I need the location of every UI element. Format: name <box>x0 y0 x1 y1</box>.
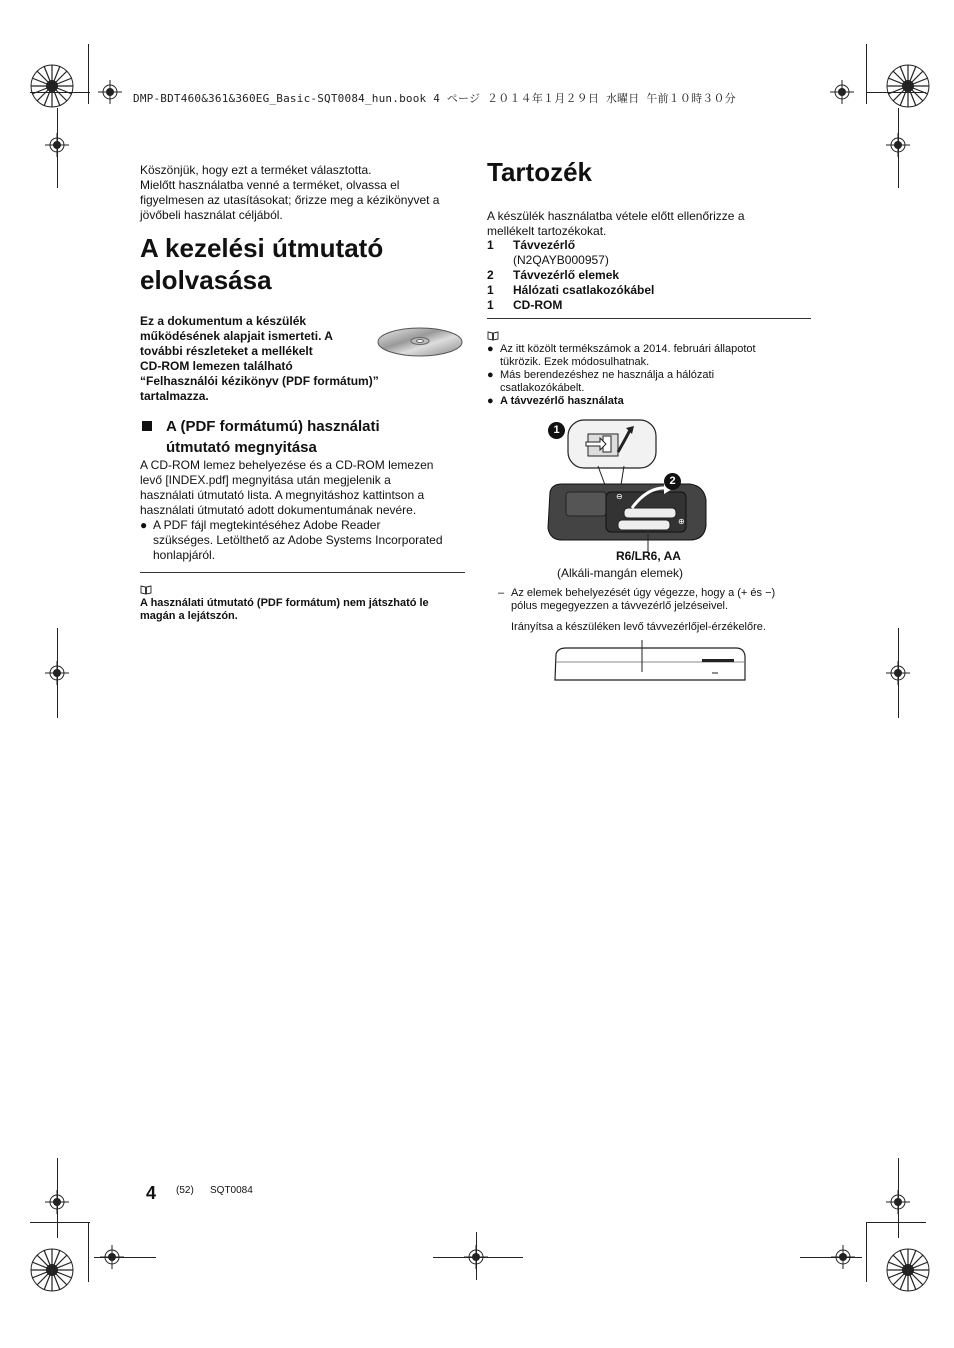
page-ref: (52) <box>176 1185 194 1196</box>
cd-rom-image <box>376 326 464 358</box>
registration-star-icon <box>30 1248 74 1292</box>
adobe-reader-bullet: ● A PDF fájl megtekintéséhez Adobe Reader szükséges. Letölthető az Adobe Systems Incorporated honlapjáról. <box>140 518 443 562</box>
note-book-icon <box>140 582 153 593</box>
note-book-icon <box>487 328 500 339</box>
doc-code: SQT0084 <box>210 1185 253 1196</box>
crop-line <box>88 1222 89 1282</box>
crop-line <box>866 44 867 104</box>
step-2-badge: 2 <box>664 473 681 490</box>
battery-type-sub: (Alkáli-mangán elemek) <box>557 566 684 580</box>
accessories-list <box>487 238 817 313</box>
accessories-title: Tartozék <box>487 157 592 187</box>
registration-star-icon <box>886 64 930 108</box>
svg-text:⊖: ⊖ <box>616 492 623 501</box>
crop-line <box>57 1158 58 1238</box>
crop-line <box>898 628 899 718</box>
crop-line <box>866 1222 926 1223</box>
manual-description: Ez a dokumentum a készülék működésének alapjait ismerteti. A további részleteket a mellékelt CD-ROM lemezen található “Felhasználói kézikönyv (PDF formátum)” tartalmazza. <box>140 314 379 403</box>
section-divider <box>140 572 465 573</box>
page-number: 4 <box>146 1183 157 1203</box>
crop-line <box>57 108 58 188</box>
aim-sensor-text: Irányítsa a készüléken levő távvezérlőjel-érzékelőre. <box>511 621 766 633</box>
crosshair-target-icon <box>98 80 122 104</box>
player-illustration <box>552 640 748 684</box>
sub-heading-open-pdf: A (PDF formátumú) használati útmutató megnyitása <box>140 416 470 458</box>
crop-line <box>898 108 899 188</box>
crop-line <box>30 1222 90 1223</box>
intro-paragraph: Köszönjük, hogy ezt a terméket választotta. Mielőtt használatba venné a terméket, olvassa el figyelmesen az utasításokat; őrizze meg a kézikönyvet a jövőbeli használat céljából. <box>140 163 440 222</box>
battery-type-label: R6/LR6, AA <box>616 549 681 563</box>
crop-line <box>30 92 90 93</box>
crosshair-target-icon <box>830 80 854 104</box>
section-title-reading-manual: A kezelési útmutató elolvasása <box>140 233 384 295</box>
crop-line <box>898 1158 899 1238</box>
remote-battery-illustration <box>540 416 720 556</box>
list-item: 2 Távvezérlő elemek <box>487 268 620 282</box>
crop-line <box>57 628 58 718</box>
step-1-badge: 1 <box>548 422 565 439</box>
crop-line <box>88 44 89 104</box>
svg-text:⊕: ⊕ <box>678 517 685 526</box>
list-item: 1 Hálózati csatlakozókábel <box>487 283 655 297</box>
crop-line <box>800 1257 862 1258</box>
note-item: ● Az itt közölt termékszámok a 2014. februári állapotot tükrözik. Ezek módosulhatnak. <box>487 343 756 368</box>
file-header-line: DMP-BDT460&361&360EG_Basic-SQT0084_hun.book 4 ページ ２０１４年１月２９日 水曜日 午前１０時３０分 <box>133 92 736 105</box>
list-item: 1 CD-ROM <box>487 298 563 312</box>
accessories-notes <box>487 343 817 408</box>
crop-line <box>866 92 926 93</box>
section-divider <box>487 318 811 319</box>
polarity-note: – Az elemek behelyezését úgy végezze, hogy a (+ és −) pólus megegyezzen a távvezérlő jelzéseivel. <box>498 587 776 612</box>
registration-star-icon <box>886 1248 930 1292</box>
crop-line <box>94 1257 156 1258</box>
note-item: ● A távvezérlő használata <box>487 395 624 407</box>
note-item: ● Más berendezéshez ne használja a hálózati csatlakozókábelt. <box>487 369 715 394</box>
crop-line <box>433 1257 523 1258</box>
square-bullet-icon <box>142 421 152 431</box>
open-pdf-body: A CD-ROM lemez behelyezése és a CD-ROM lemezen levő [INDEX.pdf] megnyitása után megjelenik a használati útmutató lista. A megnyitáshoz kattintson a használati útmutató adott dokumentumának nevére. ● A PDF fájl megtekintéséhez Adobe Reader szükséges. Letölthető az Adobe Systems Incorporated honlapjáról. <box>140 458 470 563</box>
crop-line <box>866 1222 867 1282</box>
pdf-note: A használati útmutató (PDF formátum) nem játszható le magán a lejátszón. <box>140 597 429 622</box>
list-item: 1 Távvezérlő (N2QAYB000957) <box>487 238 609 267</box>
accessories-intro: A készülék használatba vétele előtt ellenőrizze a mellékelt tartozékokat. <box>487 209 745 238</box>
registration-star-icon <box>30 64 74 108</box>
crop-line <box>476 1232 477 1280</box>
